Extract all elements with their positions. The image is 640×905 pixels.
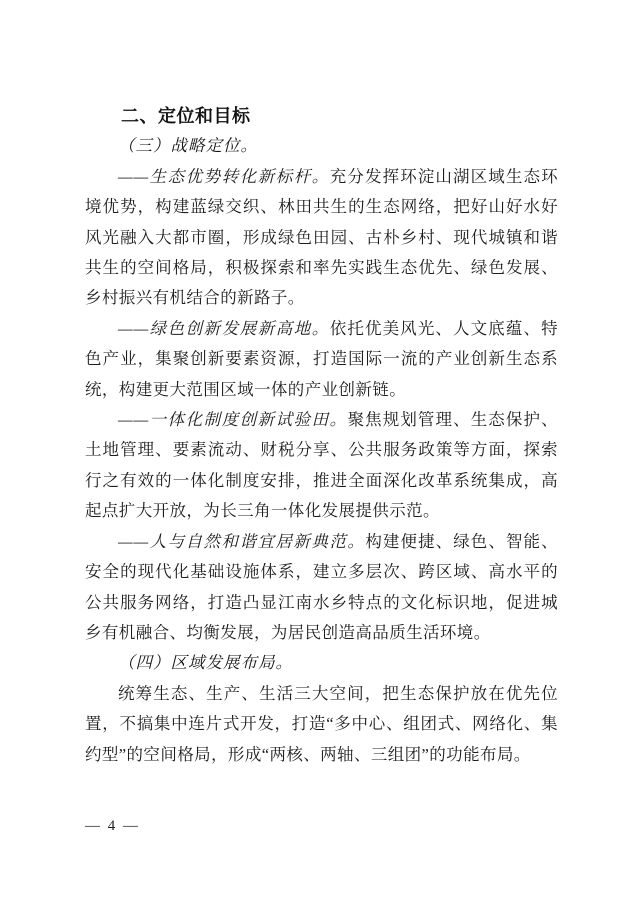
paragraph-lead: ——人与自然和谐宜居新典范。	[118, 531, 366, 551]
paragraph-regional-layout	[85, 679, 558, 770]
document-content	[85, 101, 558, 770]
paragraph-body: 构建便捷、绿色、智能、安全的现代化基础设施体系，建立多层次、跨区域、高水平的公共服务网络，打造凸显江南水乡特点的文化标识地，促进城乡有机融合、均衡发展，为居民创造高品质生活环境。	[85, 531, 559, 642]
paragraph-body: 依托优美风光、人文底蕴、特色产业，集聚创新要素资源，打造国际一流的产业创新生态系统，构建更大范围区域一体的产业创新链。	[85, 318, 558, 399]
paragraph-lead: ——一体化制度创新试验田。	[118, 410, 348, 430]
paragraph-green-innovation	[85, 314, 558, 405]
subsection-title-strategic-positioning: （三）战略定位。	[118, 136, 258, 156]
paragraph-institutional-innovation	[85, 405, 558, 527]
subsection-title-regional-layout: （四）区域发展布局。	[118, 653, 293, 673]
page-number: — 4 —	[85, 818, 140, 834]
paragraph-lead: ——生态优势转化新标杆。	[118, 166, 330, 186]
paragraph-body: 聚焦规划管理、生态保护、土地管理、要素流动、财税分享、公共服务政策等方面，探索行之有效的一体化制度安排，推进全面深化改革系统集成，高起点扩大开放，为长三角一体化发展提供示范。	[85, 410, 558, 521]
paragraph-lead: ——绿色创新发展新高地。	[118, 318, 330, 338]
paragraph-livable-harmony	[85, 527, 558, 649]
paragraph-body: 充分发挥环淀山湖区域生态环境优势，构建蓝绿交织、林田共生的生态网络，把好山好水好风光融入大都市圈，形成绿色田园、古朴乡村、现代城镇和谐共生的空间格局，积极探索和率先实践生态优先、绿色发展、乡村振兴有机结合的新路子。	[85, 166, 558, 308]
paragraph-body: 统筹生态、生产、生活三大空间，把生态保护放在优先位置，不搞集中连片式开发，打造“多中心、组团式、网络化、集约型”的空间格局，形成“两核、两轴、三组团”的功能布局。	[85, 683, 558, 764]
paragraph-eco-advantage	[85, 162, 558, 314]
section-heading: 二、定位和目标	[121, 106, 251, 126]
